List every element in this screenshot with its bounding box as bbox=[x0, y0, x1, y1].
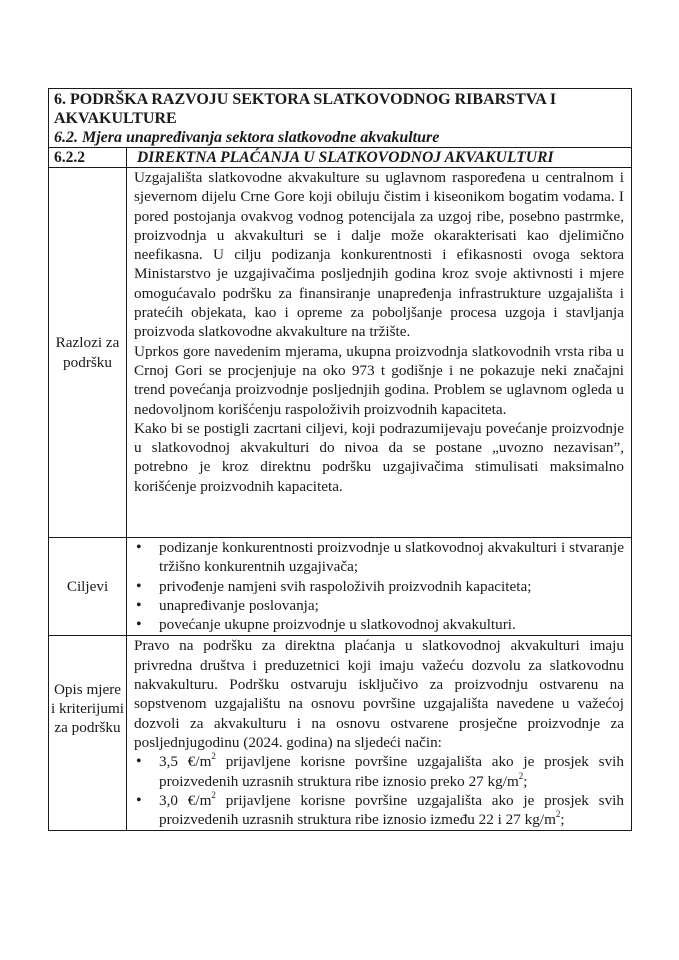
description-content bbox=[127, 636, 632, 831]
reasons-row bbox=[49, 168, 632, 538]
goal-item: • privođenje namjeni svih raspoloživih proizvodnih kapaciteta; bbox=[134, 577, 624, 596]
description-row bbox=[49, 636, 632, 831]
reasons-label: Razlozi za podršku bbox=[49, 168, 127, 538]
section-title: 6. PODRŠKA RAZVOJU SEKTORA SLATKOVODNOG RIBARSTVA I AKVAKULTURE bbox=[54, 91, 557, 127]
goals-label: Ciljevi bbox=[49, 538, 127, 636]
reasons-paragraph: Uzgajališta slatkovodne akvakulture su uglavnom raspoređena u centralnom i sjevernom dijelu Crne Gore koji obiluju čistim i kiseonikom bogatim vodama. I pored postojanja ovakvog vodnog potencijala za uzgoj ribe, posebno pastrmke, proizvodnja u akvakulturi se i dalje može okarakterisati kao djelimično neefikasna. U cilju podizanja konkurentnosti i efikasnosti ovoga sektora Ministarstvo je uzgajivačima posljednjih godina kroz svoje aktivnosti i mjere omogućavalo podršku za finansiranje unapređenja infrastrukture uzgajališta i pratećih objekata, kao i opreme za poboljšanje procesa uzgoja i stavljanja proizvoda slatkovodne akvakulture na tržište. bbox=[134, 169, 624, 341]
goals-row bbox=[49, 538, 632, 636]
goals-list bbox=[134, 538, 624, 634]
goal-item: • unapređivanje poslovanja; bbox=[134, 596, 624, 615]
measure-table bbox=[48, 88, 632, 831]
description-label: Opis mjere i kriterijumi za podršku bbox=[49, 636, 127, 831]
section-header-cell bbox=[49, 89, 632, 148]
reasons-paragraph: Kako bi se postigli zacrtani ciljevi, koji podrazumijevaju povećanje proizvodnje u slatkovodnoj akvakulturi do nivoa da se postane „uvozno nezavisan”, potrebno je kroz direktnu podršku uzgajivačima stimulisati maksimalno korišćenje proizvodnih kapaciteta. bbox=[134, 419, 624, 495]
reasons-paragraph: Uprkos gore navedenim mjerama, ukupna proizvodnja slatkovodnih vrsta riba u Crnoj Gori se procjenjuje na oko 973 t godišnje i ne pokazuje neki značajni trend povećanja proizvodnje posljednjih godina. Problem se uglavnom ogleda u nedovoljnom korišćenju raspoloživih proizvodnih kapaciteta. bbox=[134, 342, 624, 418]
measure-title-row bbox=[49, 148, 632, 168]
goal-item: • podizanje konkurentnosti proizvodnje u slatkovodnoj akvakulturi i stvaranje tržišno konkurentnih uzgajivača; bbox=[134, 538, 624, 577]
section-subtitle: 6.2. Mjera unapređivanja sektora slatkovodne akvakulture bbox=[54, 129, 440, 146]
support-rate-item: • 3,5 $€/m^2$ prijavljene korisne površine uzgajališta ako je prosjek svih proizvedenih uzrasnih struktura ribe iznosio preko 27 $kg/m^2$; bbox=[134, 752, 624, 791]
description-intro: Pravo na podršku za direktna plaćanja u slatkovodnoj akvakulturi imaju privredna društva i preduzetnici koji imaju važeću dozvolu za slatkovodnu nakvakulturu. Podršku ostvaruju isključivo za proizvodnju ostvarenu na sopstvenom uzgajalištu na osnovu površine uzgajališta navedene u važećoj dozvoli za akvakulturu i na osnovu ostvarene prosječne proizvodnje za posljednjugodinu (2024. godina) na sljedeći način: bbox=[134, 637, 624, 751]
measure-code: 6.2.2 bbox=[49, 148, 127, 168]
support-rates-list bbox=[134, 752, 624, 829]
goals-content bbox=[127, 538, 632, 636]
goal-item: • povećanje ukupne proizvodnje u slatkovodnoj akvakulturi. bbox=[134, 615, 624, 634]
measure-title: DIREKTNA PLAĆANJA U SLATKOVODNOJ AKVAKULTURI bbox=[127, 148, 632, 168]
reasons-content bbox=[127, 168, 632, 538]
support-rate-item: • 3,0 $€/m^2$ prijavljene korisne površine uzgajališta ako je prosjek svih proizvedenih uzrasnih struktura ribe iznosio između 22 i 27 $kg/m^2$; bbox=[134, 791, 624, 830]
section-header-row bbox=[49, 89, 632, 148]
